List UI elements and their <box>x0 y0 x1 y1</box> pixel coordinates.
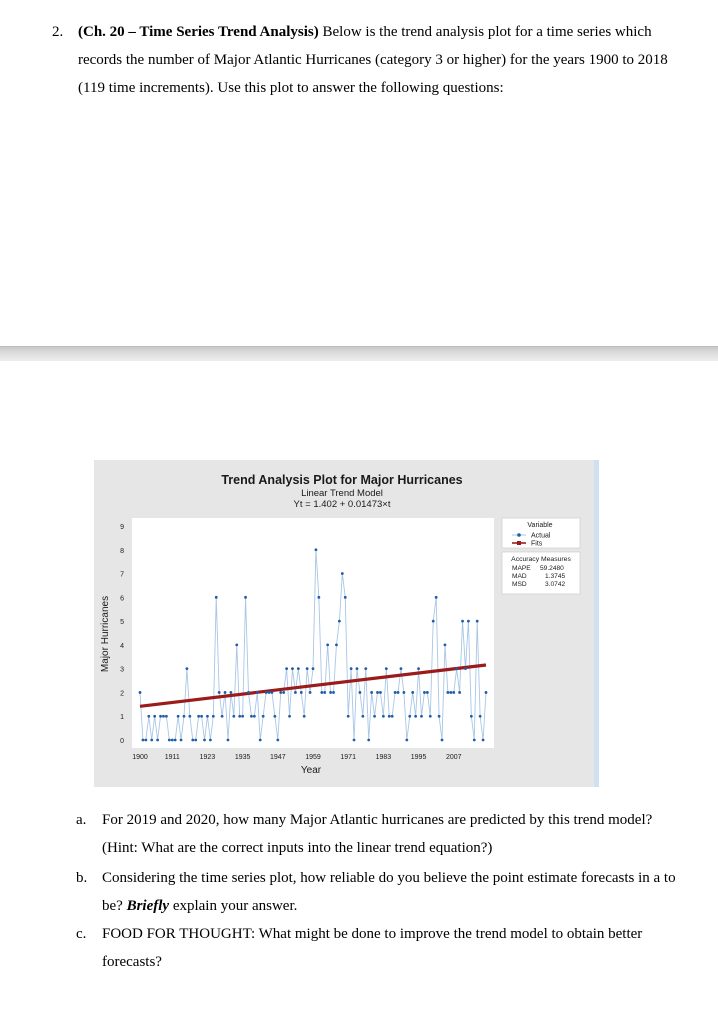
actual-data-point <box>268 691 271 694</box>
actual-data-point <box>429 715 432 718</box>
accuracy-value: 59.2480 <box>540 565 564 572</box>
actual-data-point <box>174 739 177 742</box>
actual-data-point <box>458 691 461 694</box>
actual-data-point <box>467 620 470 623</box>
actual-data-point <box>432 620 435 623</box>
actual-data-point <box>317 596 320 599</box>
actual-data-point <box>256 691 259 694</box>
accuracy-value: 3.0742 <box>545 581 566 588</box>
actual-data-point <box>464 667 467 670</box>
actual-data-point <box>238 715 241 718</box>
actual-data-point <box>197 715 200 718</box>
y-tick-label: 4 <box>120 642 124 650</box>
y-tick-label: 5 <box>120 619 124 627</box>
actual-data-point <box>153 715 156 718</box>
y-axis-label: Major Hurricanes <box>100 595 111 673</box>
actual-data-point <box>273 715 276 718</box>
actual-data-point <box>373 715 376 718</box>
chart-equation: Yt = 1.402 + 0.01473×t <box>293 499 391 510</box>
actual-data-point <box>473 739 476 742</box>
part-b-text-before: Considering the time series plot, how reliable do you believe the point estimate forecasts in a to be? <box>102 870 676 914</box>
actual-data-point <box>367 739 370 742</box>
x-tick-label: 2007 <box>445 754 462 761</box>
actual-data-point <box>329 691 332 694</box>
actual-data-point <box>180 739 183 742</box>
chart-title: Trend Analysis Plot for Major Hurricanes <box>221 473 463 487</box>
actual-data-point <box>142 739 145 742</box>
actual-data-point <box>315 548 318 551</box>
actual-data-point <box>232 715 235 718</box>
actual-data-point <box>183 715 186 718</box>
question-title: (Ch. 20 – Time Series Trend Analysis) <box>78 24 319 40</box>
actual-data-point <box>356 667 359 670</box>
actual-data-point <box>347 715 350 718</box>
accuracy-title: Accuracy Measures <box>511 556 571 563</box>
actual-data-point <box>423 691 426 694</box>
part-text <box>102 864 676 920</box>
actual-data-point <box>218 691 221 694</box>
part-a <box>76 806 676 862</box>
actual-data-point <box>461 620 464 623</box>
actual-data-point <box>344 596 347 599</box>
actual-data-point <box>194 739 197 742</box>
legend-title: Variable <box>527 522 553 529</box>
x-tick-label: 1911 <box>164 754 180 761</box>
x-tick-label: 1900 <box>132 754 148 761</box>
actual-data-point <box>361 715 364 718</box>
actual-data-point <box>359 691 362 694</box>
actual-data-point <box>446 691 449 694</box>
legend-fits-marker <box>517 541 521 545</box>
actual-data-point <box>186 667 189 670</box>
actual-data-point <box>168 739 171 742</box>
question-body: Below is the trend analysis plot for a time series which records the number of Major Atlantic Hurricanes (category 3 or higher) for the years 1900 to 2018 (119 time increments). Use this plot to answer the following questions: <box>78 24 668 96</box>
actual-data-point <box>414 715 417 718</box>
y-tick-label: 6 <box>120 595 124 603</box>
page-divider <box>0 346 718 361</box>
actual-data-point <box>338 620 341 623</box>
actual-data-point <box>420 715 423 718</box>
actual-data-point <box>400 667 403 670</box>
x-tick-label: 1923 <box>199 754 216 761</box>
actual-data-point <box>209 739 212 742</box>
accuracy-label: MAD <box>512 573 527 580</box>
actual-data-point <box>282 691 285 694</box>
actual-data-point <box>303 715 306 718</box>
actual-data-point <box>244 596 247 599</box>
actual-data-point <box>285 667 288 670</box>
part-b-text-after: explain your answer. <box>172 898 298 914</box>
trend-chart <box>94 460 598 787</box>
actual-data-point <box>206 715 209 718</box>
y-tick-label: 1 <box>120 714 124 722</box>
actual-data-point <box>382 715 385 718</box>
actual-data-point <box>353 739 356 742</box>
actual-data-point <box>156 739 159 742</box>
actual-data-point <box>391 715 394 718</box>
actual-data-point <box>320 691 323 694</box>
actual-data-point <box>405 739 408 742</box>
actual-data-point <box>215 596 218 599</box>
part-b-emphasis: Briefly <box>126 898 170 914</box>
actual-data-point <box>306 667 309 670</box>
part-text: FOOD FOR THOUGHT: What might be done to improve the trend model to obtain better forecasts? <box>102 926 643 970</box>
actual-data-point <box>191 739 194 742</box>
actual-data-point <box>332 691 335 694</box>
chart-frame-edge <box>594 460 599 787</box>
y-tick-label: 2 <box>120 690 124 698</box>
actual-data-point <box>159 715 162 718</box>
actual-data-point <box>479 715 482 718</box>
part-c <box>76 920 676 976</box>
actual-data-point <box>438 715 441 718</box>
actual-data-point <box>200 715 203 718</box>
x-tick-label: 1947 <box>270 754 286 761</box>
actual-data-point <box>470 715 473 718</box>
actual-data-point <box>402 691 405 694</box>
actual-data-point <box>417 667 420 670</box>
actual-data-point <box>476 620 479 623</box>
actual-data-point <box>147 715 150 718</box>
legend-actual-label: Actual <box>531 532 551 540</box>
actual-data-point <box>250 715 253 718</box>
x-axis-label: Year <box>300 765 322 776</box>
actual-data-point <box>323 691 326 694</box>
actual-data-point <box>265 691 268 694</box>
actual-data-point <box>241 715 244 718</box>
part-text: For 2019 and 2020, how many Major Atlantic hurricanes are predicted by this trend model? (Hint: What are the correct inputs into the linear trend equation?) <box>102 812 653 856</box>
actual-data-point <box>300 691 303 694</box>
actual-data-point <box>411 691 414 694</box>
actual-data-point <box>435 596 438 599</box>
actual-data-point <box>397 691 400 694</box>
x-tick-label: 1959 <box>305 754 321 761</box>
actual-data-point <box>247 691 250 694</box>
actual-data-point <box>203 739 206 742</box>
legend-actual-marker <box>517 533 521 537</box>
plot-area <box>132 518 494 748</box>
actual-data-point <box>212 715 215 718</box>
actual-data-point <box>253 715 256 718</box>
part-label: b. <box>76 870 88 886</box>
actual-data-point <box>388 715 391 718</box>
actual-data-point <box>291 667 294 670</box>
x-tick-label: 1971 <box>340 754 356 761</box>
question-block <box>52 18 692 102</box>
actual-data-point <box>312 667 315 670</box>
actual-data-point <box>408 715 411 718</box>
actual-data-point <box>326 643 329 646</box>
actual-data-point <box>449 691 452 694</box>
part-label: c. <box>76 926 87 942</box>
actual-data-point <box>376 691 379 694</box>
actual-data-point <box>221 715 224 718</box>
actual-data-point <box>441 739 444 742</box>
accuracy-value: 1.3745 <box>545 573 566 580</box>
actual-data-point <box>385 667 388 670</box>
actual-data-point <box>288 715 291 718</box>
x-tick-label: 1995 <box>410 754 427 761</box>
actual-data-point <box>144 739 147 742</box>
chart-svg <box>94 460 598 787</box>
actual-data-point <box>297 667 300 670</box>
actual-data-point <box>455 667 458 670</box>
actual-data-point <box>171 739 174 742</box>
x-tick-label: 1935 <box>234 754 251 761</box>
actual-data-point <box>379 691 382 694</box>
actual-data-point <box>364 667 367 670</box>
actual-data-point <box>452 691 455 694</box>
actual-data-point <box>350 667 353 670</box>
question-text <box>78 18 692 102</box>
actual-data-point <box>294 691 297 694</box>
actual-data-point <box>279 691 282 694</box>
actual-data-point <box>309 691 312 694</box>
actual-data-point <box>139 691 142 694</box>
actual-data-point <box>335 643 338 646</box>
actual-data-point <box>227 739 230 742</box>
actual-data-point <box>444 643 447 646</box>
actual-data-point <box>370 691 373 694</box>
actual-data-point <box>259 739 262 742</box>
chart-subtitle: Linear Trend Model <box>301 488 383 499</box>
legend-box <box>502 518 580 548</box>
actual-data-point <box>426 691 429 694</box>
question-number: 2. <box>52 24 64 40</box>
actual-data-point <box>188 715 191 718</box>
actual-data-point <box>482 739 485 742</box>
actual-data-point <box>150 739 153 742</box>
part-label: a. <box>76 812 87 828</box>
actual-data-point <box>485 691 488 694</box>
actual-data-point <box>394 691 397 694</box>
actual-data-point <box>262 715 265 718</box>
accuracy-label: MAPE <box>512 565 531 572</box>
x-tick-label: 1983 <box>375 754 392 761</box>
actual-data-point <box>165 715 168 718</box>
actual-data-point <box>276 739 279 742</box>
actual-data-point <box>229 691 232 694</box>
accuracy-label: MSD <box>512 581 527 588</box>
actual-data-point <box>235 643 238 646</box>
actual-data-point <box>271 691 274 694</box>
legend-fits-label: Fits <box>531 540 543 548</box>
accuracy-box <box>502 552 580 594</box>
y-tick-label: 7 <box>120 571 124 579</box>
y-tick-label: 3 <box>120 666 124 674</box>
actual-data-point <box>341 572 344 575</box>
actual-data-point <box>177 715 180 718</box>
y-tick-label: 0 <box>120 738 124 745</box>
y-tick-label: 8 <box>120 547 124 555</box>
actual-data-point <box>162 715 165 718</box>
actual-data-point <box>224 691 227 694</box>
part-b <box>76 864 676 920</box>
y-tick-label: 9 <box>120 524 124 531</box>
